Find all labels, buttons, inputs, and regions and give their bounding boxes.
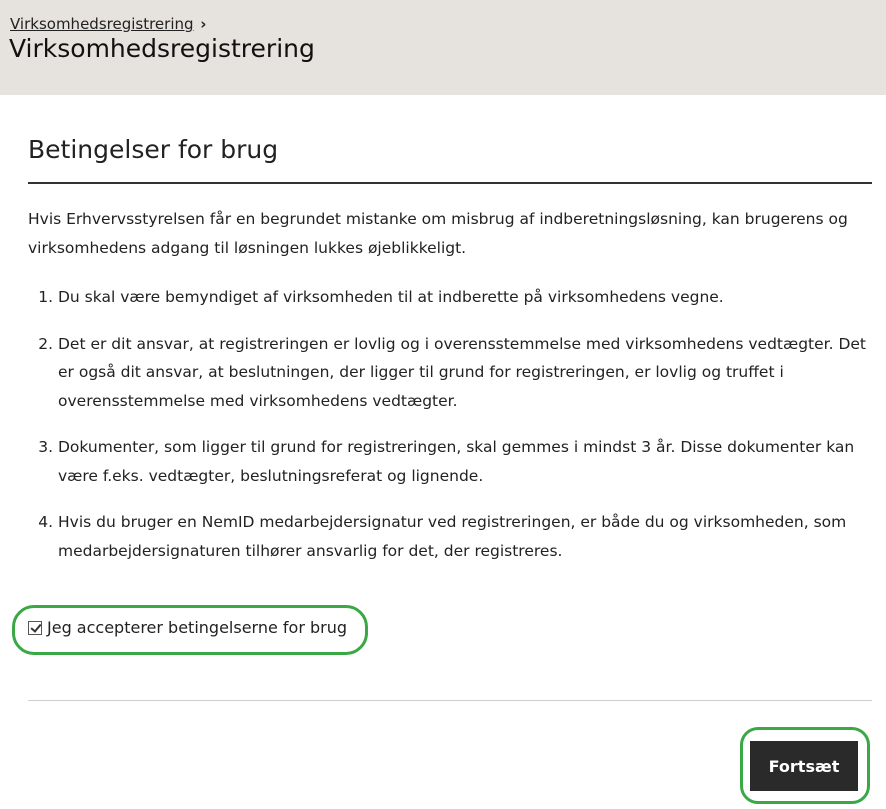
intro-text: Hvis Erhvervsstyrelsen får en begrundet mistanke om misbrug af indberetningsløsning, kan brugerens og virksomhedens adgang til løsningen lukkes øjeblikkeligt. (28, 210, 848, 257)
footer-divider (28, 700, 872, 701)
accept-terms-checkbox[interactable] (28, 621, 42, 635)
accept-terms-row[interactable] (28, 618, 347, 637)
term-item: 2. Det er dit ansvar, at registreringen er lovlig og i overensstemmelse med virksomhedens vedtægter. Det er også dit ansvar, at beslutningen, der ligger til grund for registreringen, er lovlig og truffet i overensstemmelse med virksomhedens vedtægter. (58, 330, 868, 416)
page-title: Virksomhedsregistrering (9, 34, 315, 63)
terms-list (28, 283, 868, 565)
breadcrumb-link[interactable]: Virksomhedsregistrering (10, 15, 194, 33)
term-item: 3. Dokumenter, som ligger til grund for registreringen, skal gemmes i mindst 3 år. Disse dokumenter kan være f.eks. vedtægter, beslutningsreferat og lignende. (58, 433, 868, 490)
page-header (0, 0, 886, 95)
chevron-right-icon: › (200, 15, 207, 33)
term-item: 4. Hvis du bruger en NemID medarbejdersignatur ved registreringen, er både du og virksomheden, som medarbejdersignaturen tilhører ansvarlig for det, der registreres. (58, 508, 868, 565)
section-divider (28, 182, 872, 184)
term-item: 1. Du skal være bemyndiget af virksomheden til at indberette på virksomhedens vegne. (58, 283, 868, 312)
section-title: Betingelser for brug (28, 135, 279, 164)
breadcrumb (10, 15, 206, 33)
continue-button[interactable]: Fortsæt (750, 741, 858, 791)
terms-content (28, 205, 868, 583)
accept-terms-label[interactable]: Jeg accepterer betingelserne for brug (47, 618, 348, 637)
